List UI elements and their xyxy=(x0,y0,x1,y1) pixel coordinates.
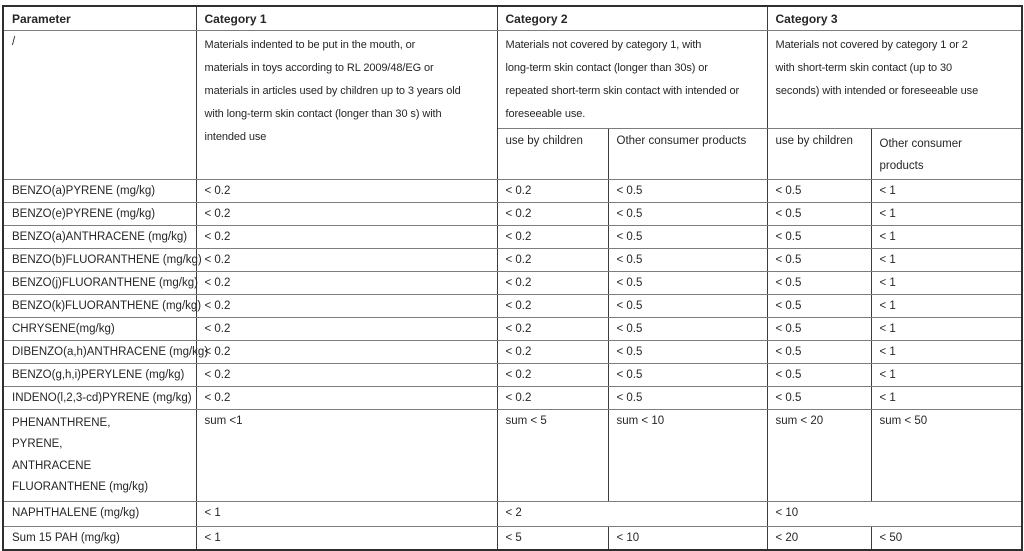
value-cell: < 0.2 xyxy=(196,271,497,294)
value-cell: < 0.5 xyxy=(608,386,767,409)
parameter-cell: BENZO(e)PYRENE (mg/kg) xyxy=(3,202,196,225)
value-cell: < 0.2 xyxy=(196,340,497,363)
description-line: with long-term skin contact (longer than 30 s) with xyxy=(204,107,442,120)
sum-15-pah-row xyxy=(3,526,1022,550)
value-cell: < 0.2 xyxy=(196,248,497,271)
parameter-cell: BENZO(g,h,i)PERYLENE (mg/kg) xyxy=(3,363,196,386)
value-cell: < 0.5 xyxy=(767,202,871,225)
value-cell: < 0.2 xyxy=(497,271,608,294)
value-cell: < 0.2 xyxy=(196,179,497,202)
value-cell: < 1 xyxy=(871,202,1022,225)
description-line: repeated short-term skin contact with intended or xyxy=(505,84,740,97)
value-cell: < 0.5 xyxy=(608,294,767,317)
value-cell: < 0.2 xyxy=(497,340,608,363)
cat3-children-subheader: use by children xyxy=(767,128,871,179)
value-cell: < 50 xyxy=(871,526,1022,550)
category-1-description xyxy=(196,30,497,179)
cat2-other-subheader: Other consumer products xyxy=(608,128,767,179)
parameter-cell: Sum 15 PAH (mg/kg) xyxy=(3,526,196,550)
value-cell: < 0.5 xyxy=(767,271,871,294)
table-row xyxy=(3,294,1022,317)
pah-limits-table xyxy=(2,5,1023,551)
table-row xyxy=(3,340,1022,363)
value-cell: < 0.5 xyxy=(767,363,871,386)
parameter-cell: BENZO(b)FLUORANTHENE (mg/kg) xyxy=(3,248,196,271)
value-cell: < 10 xyxy=(767,501,1022,526)
value-cell: < 1 xyxy=(871,317,1022,340)
category-3-description xyxy=(767,30,1022,128)
description-line: Materials not covered by category 1, with xyxy=(505,38,702,51)
description-line: materials in articles used by children up to 3 years old xyxy=(204,84,461,97)
description-line: long-term skin contact (longer than 30s) or xyxy=(505,61,708,74)
parameter-line: ANTHRACENE xyxy=(12,459,92,472)
value-cell: < 0.2 xyxy=(196,225,497,248)
parameter-cell: BENZO(k)FLUORANTHENE (mg/kg) xyxy=(3,294,196,317)
description-line: Materials indented to be put in the mouth, or xyxy=(204,38,416,51)
value-cell: < 1 xyxy=(196,526,497,550)
parameter-cell: BENZO(a)PYRENE (mg/kg) xyxy=(3,179,196,202)
parameter-cell: BENZO(j)FLUORANTHENE (mg/kg) xyxy=(3,271,196,294)
category-3-header: Category 3 xyxy=(767,6,1022,30)
value-cell: sum < 20 xyxy=(767,409,871,501)
table-row xyxy=(3,271,1022,294)
value-cell: < 0.5 xyxy=(608,225,767,248)
value-cell: sum < 50 xyxy=(871,409,1022,501)
header-row xyxy=(3,6,1022,30)
parameter-line: PHENANTHRENE, xyxy=(12,416,111,429)
value-cell: < 0.2 xyxy=(497,248,608,271)
value-cell: < 0.2 xyxy=(497,225,608,248)
value-cell: < 1 xyxy=(871,248,1022,271)
value-cell: < 1 xyxy=(871,363,1022,386)
value-cell: < 20 xyxy=(767,526,871,550)
value-cell: < 0.5 xyxy=(767,317,871,340)
category-2-description xyxy=(497,30,767,128)
value-cell: < 1 xyxy=(871,294,1022,317)
table-row xyxy=(3,386,1022,409)
value-cell: < 0.5 xyxy=(608,248,767,271)
value-cell: sum < 5 xyxy=(497,409,608,501)
value-cell: < 0.5 xyxy=(767,225,871,248)
table-row xyxy=(3,317,1022,340)
parameter-cell: INDENO(l,2,3-cd)PYRENE (mg/kg) xyxy=(3,386,196,409)
parameter-line: PYRENE, xyxy=(12,438,63,450)
value-cell: < 1 xyxy=(871,340,1022,363)
value-cell: < 0.2 xyxy=(196,317,497,340)
description-line: seconds) with intended or foreseeable use xyxy=(775,84,979,97)
value-cell: < 0.2 xyxy=(497,317,608,340)
value-cell: sum < 10 xyxy=(608,409,767,501)
value-cell: < 1 xyxy=(871,271,1022,294)
description-line: intended use xyxy=(204,130,267,143)
value-cell: < 0.2 xyxy=(497,202,608,225)
sum-group-row xyxy=(3,409,1022,501)
value-cell: < 1 xyxy=(871,225,1022,248)
value-cell: < 0.5 xyxy=(608,317,767,340)
value-cell: < 0.2 xyxy=(196,363,497,386)
table-row xyxy=(3,248,1022,271)
value-cell: < 0.2 xyxy=(196,202,497,225)
value-cell: < 2 xyxy=(497,501,767,526)
parameter-column-header: Parameter xyxy=(3,6,196,30)
value-cell: < 0.5 xyxy=(608,202,767,225)
value-cell: < 0.5 xyxy=(767,248,871,271)
value-cell: < 0.2 xyxy=(497,363,608,386)
value-cell: < 0.5 xyxy=(767,386,871,409)
naphthalene-row xyxy=(3,501,1022,526)
value-cell: < 1 xyxy=(871,386,1022,409)
value-cell: < 0.5 xyxy=(608,363,767,386)
parameter-line: FLUORANTHENE (mg/kg) xyxy=(12,481,149,493)
value-cell: < 10 xyxy=(608,526,767,550)
value-cell: sum <1 xyxy=(196,409,497,501)
table-row xyxy=(3,225,1022,248)
parameter-cell xyxy=(3,409,196,501)
table-row xyxy=(3,363,1022,386)
parameter-placeholder-cell: / xyxy=(3,30,196,179)
parameter-cell: NAPHTHALENE (mg/kg) xyxy=(3,501,196,526)
cat3-other-subheader: Other consumer products xyxy=(871,128,1022,179)
value-cell: < 1 xyxy=(196,501,497,526)
value-cell: < 0.2 xyxy=(196,294,497,317)
category-description-row xyxy=(3,30,1022,128)
value-cell: < 0.5 xyxy=(608,271,767,294)
parameter-cell: BENZO(a)ANTHRACENE (mg/kg) xyxy=(3,225,196,248)
table-row xyxy=(3,179,1022,202)
value-cell: < 0.5 xyxy=(767,294,871,317)
value-cell: < 0.2 xyxy=(497,386,608,409)
table-row xyxy=(3,202,1022,225)
parameter-cell: CHRYSENE(mg/kg) xyxy=(3,317,196,340)
parameter-cell: DIBENZO(a,h)ANTHRACENE (mg/kg) xyxy=(3,340,196,363)
category-1-header: Category 1 xyxy=(196,6,497,30)
value-cell: < 0.2 xyxy=(497,294,608,317)
description-line: foreseeable use. xyxy=(505,107,586,120)
value-cell: < 0.5 xyxy=(767,179,871,202)
cat2-children-subheader: use by children xyxy=(497,128,608,179)
category-2-header: Category 2 xyxy=(497,6,767,30)
value-cell: < 0.5 xyxy=(767,340,871,363)
value-cell: < 1 xyxy=(871,179,1022,202)
value-cell: < 5 xyxy=(497,526,608,550)
description-line: Materials not covered by category 1 or 2 xyxy=(775,38,968,51)
value-cell: < 0.5 xyxy=(608,340,767,363)
value-cell: < 0.2 xyxy=(196,386,497,409)
value-cell: < 0.2 xyxy=(497,179,608,202)
description-line: with short-term skin contact (up to 30 xyxy=(775,61,953,74)
description-line: materials in toys according to RL 2009/48/EG or xyxy=(204,61,434,74)
value-cell: < 0.5 xyxy=(608,179,767,202)
